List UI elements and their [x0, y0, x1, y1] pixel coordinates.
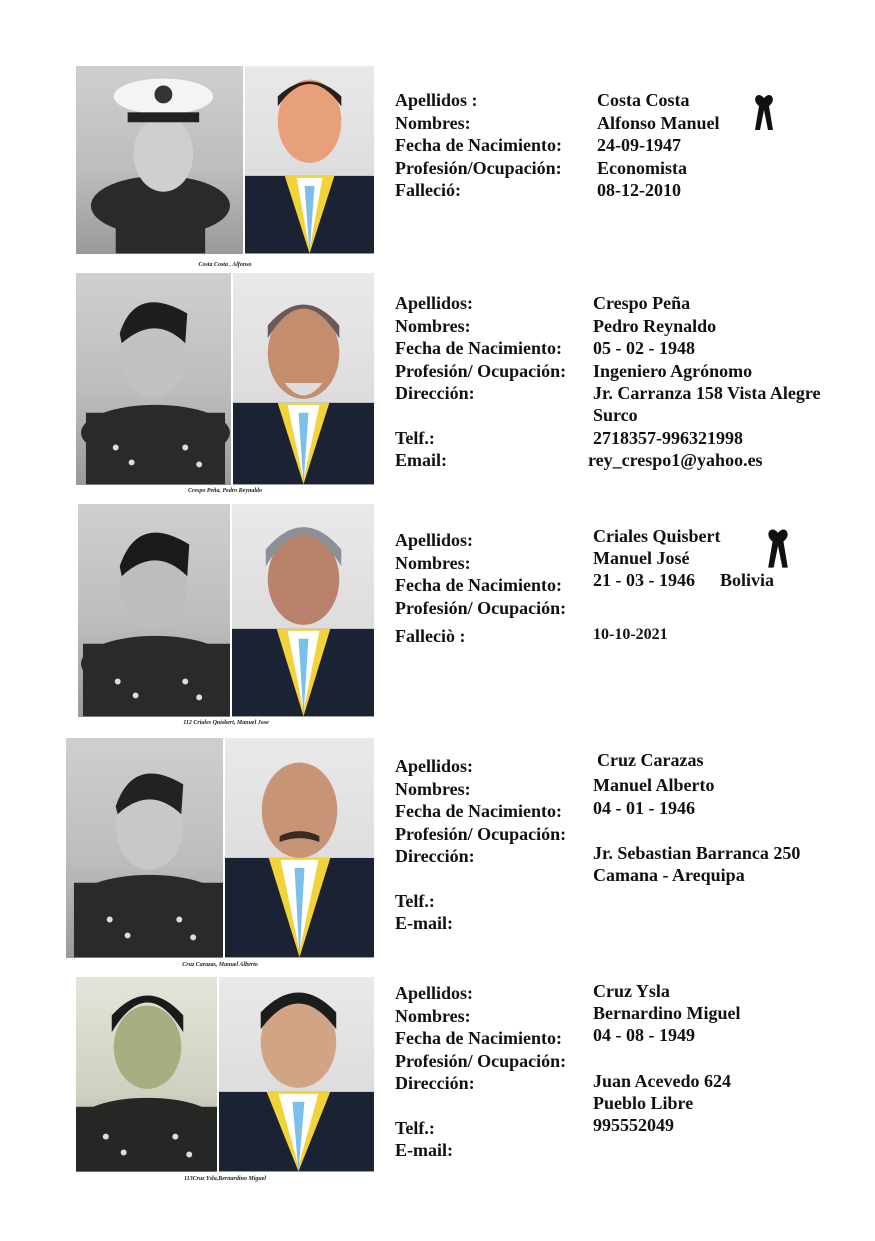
field-label: Nombres:: [395, 552, 471, 573]
field-value: Camana - Arequipa: [593, 865, 745, 885]
field-label: Telf.:: [395, 1117, 435, 1138]
portrait-photo: [217, 977, 374, 1172]
field-label: E-mail:: [395, 913, 453, 933]
photo-caption: Crespo Peña, Pedro Reynaldo: [188, 488, 262, 494]
photo-caption: 113Cruz Ysla,Bernardino Miguel: [183, 1176, 267, 1182]
field-row: [395, 823, 566, 846]
field-row: [395, 890, 566, 913]
photo-pair: [76, 66, 374, 254]
field-value: Surco: [593, 405, 638, 425]
field-label: Profesión/ Ocupación:: [395, 597, 567, 618]
field-value: Crespo Peña: [593, 293, 691, 313]
cadet-photo: [66, 738, 223, 958]
field-row: [395, 315, 566, 338]
info-block: [395, 981, 741, 1162]
field-value: 04 - 01 - 1946: [593, 798, 695, 818]
photo-pair: [78, 504, 374, 717]
field-row: [395, 800, 566, 823]
photo-caption: Cruz Carazas, Manuel Alberto: [182, 962, 258, 968]
field-row: [395, 597, 566, 620]
field-value: Cruz Carazas: [597, 750, 704, 770]
field-label: Email:: [395, 450, 447, 470]
field-label: Profesión/ Ocupación:: [395, 360, 567, 381]
field-row: [395, 755, 566, 778]
photo-pair: [66, 738, 374, 958]
portrait-photo: [231, 273, 374, 485]
field-value: 2718357-996321998: [593, 428, 743, 448]
field-value: Manuel José: [593, 548, 690, 568]
field-row: [395, 292, 566, 315]
photo-pair: [76, 977, 374, 1172]
field-label: Fecha de Nacimiento:: [395, 1028, 562, 1048]
field-value: 21 - 03 - 1946: [593, 570, 695, 590]
field-row: [395, 382, 566, 405]
cadet-photo: [76, 66, 243, 254]
info-block: [395, 526, 775, 648]
field-value: Juan Acevedo 624: [593, 1071, 732, 1091]
field-value: Jr. Carranza 158 Vista Alegre: [593, 383, 821, 403]
field-label: Telf.:: [395, 427, 435, 448]
field-row: [395, 89, 562, 112]
field-label: Nombres:: [395, 1005, 471, 1026]
cadet-photo: [76, 977, 217, 1172]
field-label: E-mail:: [395, 1140, 453, 1160]
field-label: Falleció:: [395, 180, 461, 200]
portrait-photo: [243, 66, 374, 254]
field-row: [395, 134, 562, 157]
field-row: [395, 982, 566, 1005]
field-value: Costa Costa: [597, 90, 690, 110]
field-row: [395, 778, 566, 801]
field-value: 04 - 08 - 1949: [593, 1025, 695, 1045]
field-row: [395, 845, 566, 868]
field-label: Fecha de Nacimiento:: [395, 801, 562, 821]
photo-caption: Costa Costa , Alfonso: [198, 262, 252, 268]
field-label: Dirección:: [395, 383, 475, 403]
field-label: Profesión/ Ocupación:: [395, 823, 567, 844]
field-label: Nombres:: [395, 315, 471, 336]
black-ribbon-icon: [753, 92, 775, 132]
field-label: Fecha de Nacimiento:: [395, 135, 562, 155]
field-row: [395, 112, 562, 135]
field-row: [395, 574, 566, 597]
country-label: Bolivia: [720, 570, 775, 590]
field-label: Falleciò :: [395, 626, 466, 646]
field-value: 995552049: [593, 1115, 674, 1135]
photo-caption: 112 Criales Quisbert, Manuel Jose: [183, 720, 269, 726]
field-value: Pedro Reynaldo: [593, 315, 717, 336]
cadet-photo: [76, 273, 231, 485]
field-value: Jr. Sebastian Barranca 250: [593, 843, 801, 863]
field-value: 08-12-2010: [597, 180, 681, 200]
field-label: Apellidos:: [395, 983, 474, 1003]
field-label: Fecha de Nacimiento:: [395, 575, 562, 595]
field-row: [395, 1139, 566, 1162]
field-row: [395, 449, 566, 472]
field-label: Fecha de Nacimiento:: [395, 338, 562, 358]
black-ribbon-icon: [766, 525, 790, 571]
field-label: Apellidos:: [395, 756, 474, 776]
portrait-photo: [230, 504, 374, 717]
cadet-photo: [78, 504, 230, 717]
email-link[interactable]: rey_crespo1@yahoo.es: [588, 450, 763, 470]
field-value: Economista: [597, 157, 687, 178]
field-row: [395, 552, 566, 575]
field-row: [395, 529, 566, 552]
field-label: Apellidos :: [395, 90, 478, 110]
field-value: 10-10-2021: [593, 626, 668, 643]
field-label: Apellidos:: [395, 530, 474, 550]
field-row: [395, 427, 566, 450]
field-label: Nombres:: [395, 778, 471, 799]
info-block: [395, 292, 821, 472]
info-block: [395, 89, 720, 202]
field-value: Manuel Alberto: [593, 775, 715, 795]
info-block: [395, 750, 801, 935]
photo-pair: [76, 273, 374, 485]
field-value: 05 - 02 - 1948: [593, 338, 695, 358]
field-row: [395, 1117, 566, 1140]
field-row: [395, 1027, 566, 1050]
field-value: Ingeniero Agrónomo: [593, 360, 753, 381]
field-label: Apellidos:: [395, 293, 474, 313]
field-row: [395, 1050, 566, 1073]
field-row: [395, 1072, 566, 1095]
field-value: Pueblo Libre: [593, 1093, 694, 1113]
field-label: Profesión/ Ocupación:: [395, 1050, 567, 1071]
portrait-photo: [223, 738, 374, 958]
field-label: Dirección:: [395, 846, 475, 866]
field-value: Criales Quisbert: [593, 526, 721, 546]
field-row: [395, 179, 562, 202]
field-value: Alfonso Manuel: [597, 112, 720, 133]
field-row: [395, 1005, 566, 1028]
field-row: [395, 625, 566, 648]
field-row: [395, 337, 566, 360]
field-value: 24-09-1947: [597, 135, 681, 155]
field-label: Nombres:: [395, 112, 471, 133]
field-label: Profesión/Ocupación:: [395, 157, 562, 178]
field-row: [395, 912, 566, 935]
field-value: Bernardino Miguel: [593, 1003, 741, 1023]
field-row: [395, 157, 562, 180]
field-label: Telf.:: [395, 890, 435, 911]
field-value: Cruz Ysla: [593, 981, 670, 1001]
field-label: Dirección:: [395, 1073, 475, 1093]
field-row: [395, 360, 566, 383]
